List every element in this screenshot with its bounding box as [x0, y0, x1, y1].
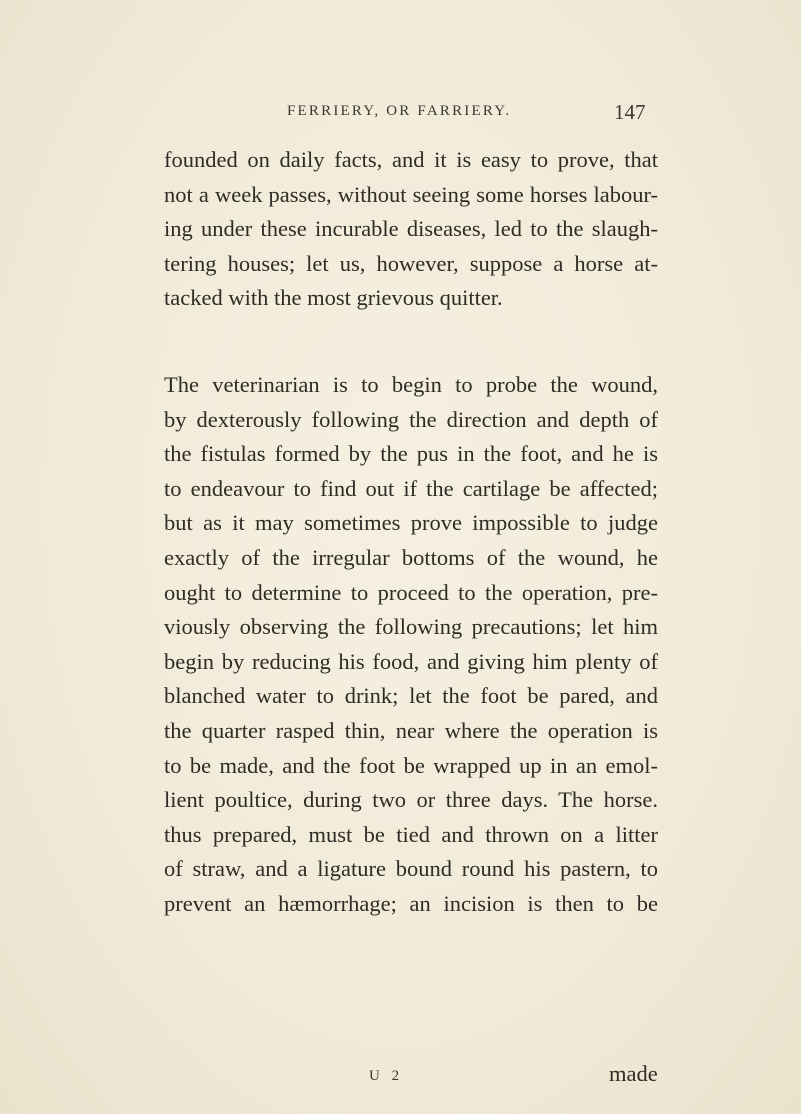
text-line: lient poultice, during two or three days. The horse. — [164, 787, 658, 813]
text-line: exactly of the irregular bottoms of the wound, he — [164, 544, 658, 570]
text-line: blanched water to drink; let the foot be pared, and — [164, 683, 658, 709]
text-line: ing under these incurable diseases, led to the slaugh- — [164, 216, 658, 242]
text-line: but as it may sometimes prove impossible to judge — [164, 510, 658, 536]
text-line: begin by reducing his food, and giving him plenty of — [164, 648, 658, 674]
text-line: to be made, and the foot be wrapped up in an emol- — [164, 752, 658, 778]
text-line: prevent an hæmorrhage; an incision is then to be — [164, 890, 658, 916]
paragraph-gap — [164, 316, 658, 368]
signature-mark: U 2 — [369, 1068, 404, 1084]
text-line: tacked with the most grievous quitter. — [164, 285, 503, 311]
text-line: founded on daily facts, and it is easy to prove, that — [164, 147, 658, 172]
page-number: 147 — [614, 100, 646, 124]
text-line: the fistulas formed by the pus in the foot, and he is — [164, 441, 658, 467]
text-line: The veterinarian is to begin to probe the wound, — [164, 371, 658, 397]
running-head: FERRIERY, OR FARRIERY. — [287, 103, 512, 119]
text-line: the quarter rasped thin, near where the operation is — [164, 717, 658, 743]
catchword: made — [609, 1061, 658, 1086]
body-text — [164, 143, 658, 921]
text-line: to endeavour to find out if the cartilage be affected; — [164, 475, 658, 501]
paragraph-1 — [164, 143, 658, 316]
text-line: tering houses; let us, however, suppose a horse at- — [164, 250, 658, 276]
paragraph-2 — [164, 368, 658, 922]
text-line: by dexterously following the direction and depth of — [164, 406, 658, 432]
text-line: not a week passes, without seeing some horses labour- — [164, 181, 658, 207]
text-line: thus prepared, must be tied and thrown on a litter — [164, 821, 658, 847]
text-line: viously observing the following precautions; let him — [164, 614, 658, 640]
text-line: of straw, and a ligature bound round his pastern, to — [164, 856, 658, 882]
text-line: ought to determine to proceed to the operation, pre- — [164, 579, 658, 605]
